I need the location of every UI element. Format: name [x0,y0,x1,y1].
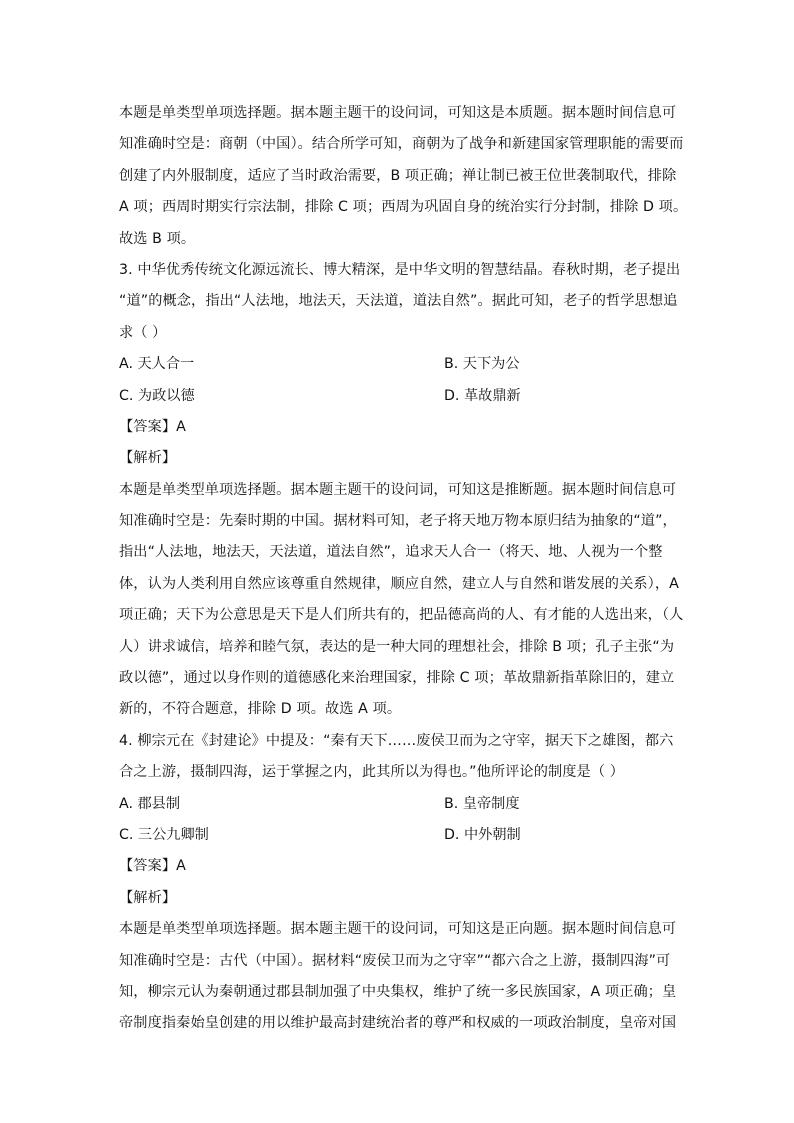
text-line: 人）讲求诚信，培养和睦气氛，表达的是一种大同的理想社会，排除 B 项；孔子主张“为 [119,638,675,655]
option-c: C. 为政以德 [119,387,195,404]
question-stem-line: 4. 柳宗元在《封建论》中提及：“秦有天下……废侯卫而为之守宰，据天下之雄图，都六 [119,732,674,749]
option-a: A. 郡县制 [119,795,181,812]
text-line: A 项；西周时期实行宗法制，排除 C 项；西周为巩固自身的统治实行分封制，排除 D 项。 [119,199,688,216]
q3-explanation [119,475,684,726]
text-line: 知准确时空是：古代（中国）。据材料“废侯卫而为之守宰”“都六合之上游，摄制四海”可 [119,952,671,969]
text-line: 知，柳宗元认为秦朝通过郡县制加强了中央集权，维护了统一多民族国家，A 项正确；皇 [119,983,677,1000]
text-line: 创建了内外服制度，适应了当时政治需要，B 项正确；禅让制已被王位世袭制取代，排除 [119,167,677,184]
text-line: 新的，不符合题意，排除 D 项。故选 A 项。 [119,701,402,718]
text-line: 知准确时空是：商朝（中国）。结合所学可知，商朝为了战争和新建国家管理职能的需要而 [119,136,684,153]
question-stem-line: 3. 中华优秀传统文化源远流长、博大精深，是中华文明的智慧结晶。春秋时期，老子提出 [119,261,681,278]
analysis-label: 【解析】 [119,889,177,906]
document-page [119,98,688,1040]
option-row [119,820,667,851]
text-line: 本题是单类型单项选择题。据本题主题干的设问词，可知这是正向题。据本题时间信息可 [119,921,677,938]
option-row [119,789,667,820]
option-row [119,349,667,380]
text-line: 帝制度指秦始皇创建的用以维护最高封建统治者的尊严和权威的一项政治制度，皇帝对国 [119,1015,677,1032]
text-line: 政以德”，通过以身作则的道德感化来治理国家，排除 C 项；革故鼎新指革除旧的，建立 [119,670,675,687]
option-d: D. 革故鼎新 [444,387,521,404]
q4-explanation [119,914,677,1040]
option-b: B. 天下为公 [444,356,520,373]
question-4 [119,726,677,1040]
text-line: 知准确时空是：先秦时期的中国。据材料可知，老子将天地万物本原归结为抽象的“道”， [119,513,677,530]
text-line: 指出“人法地，地法天，天法道，道法自然”，追求天人合一（将天、地、人视为一个整 [119,544,663,561]
question-3 [119,255,684,726]
analysis-label: 【解析】 [119,450,177,467]
q2-explanation [119,98,688,255]
question-stem-line: “道”的概念，指出“人法地，地法天，天法道，道法自然”。据此可知，老子的哲学思想追 [119,293,678,310]
text-line: 体，认为人类利用自然应该尊重自然规律，顺应自然，建立人与自然和谐发展的关系），A [119,575,679,592]
text-line: 故选 B 项。 [119,230,196,247]
option-row [119,381,667,412]
option-c: C. 三公九卿制 [119,826,209,843]
option-d: D. 中外朝制 [444,826,521,843]
text-line: 本题是单类型单项选择题。据本题主题干的设问词，可知这是推断题。据本题时间信息可 [119,481,677,498]
text-line: 项正确；天下为公意思是天下是人们所共有的，把品德高尚的人、有才能的人选出来，（人 [119,607,684,624]
text-line: 本题是单类型单项选择题。据本题主题干的设问词，可知这是本质题。据本题时间信息可 [119,105,677,121]
option-b: B. 皇帝制度 [444,795,520,812]
question-stem-line: 求（ ） [119,324,167,341]
answer-label: 【答案】A [119,418,186,435]
answer-label: 【答案】A [119,858,186,875]
option-a: A. 天人合一 [119,356,195,373]
question-stem-line: 合之上游，摄制四海，运于掌握之内，此其所以为得也。”他所评论的制度是（ ） [119,764,625,781]
